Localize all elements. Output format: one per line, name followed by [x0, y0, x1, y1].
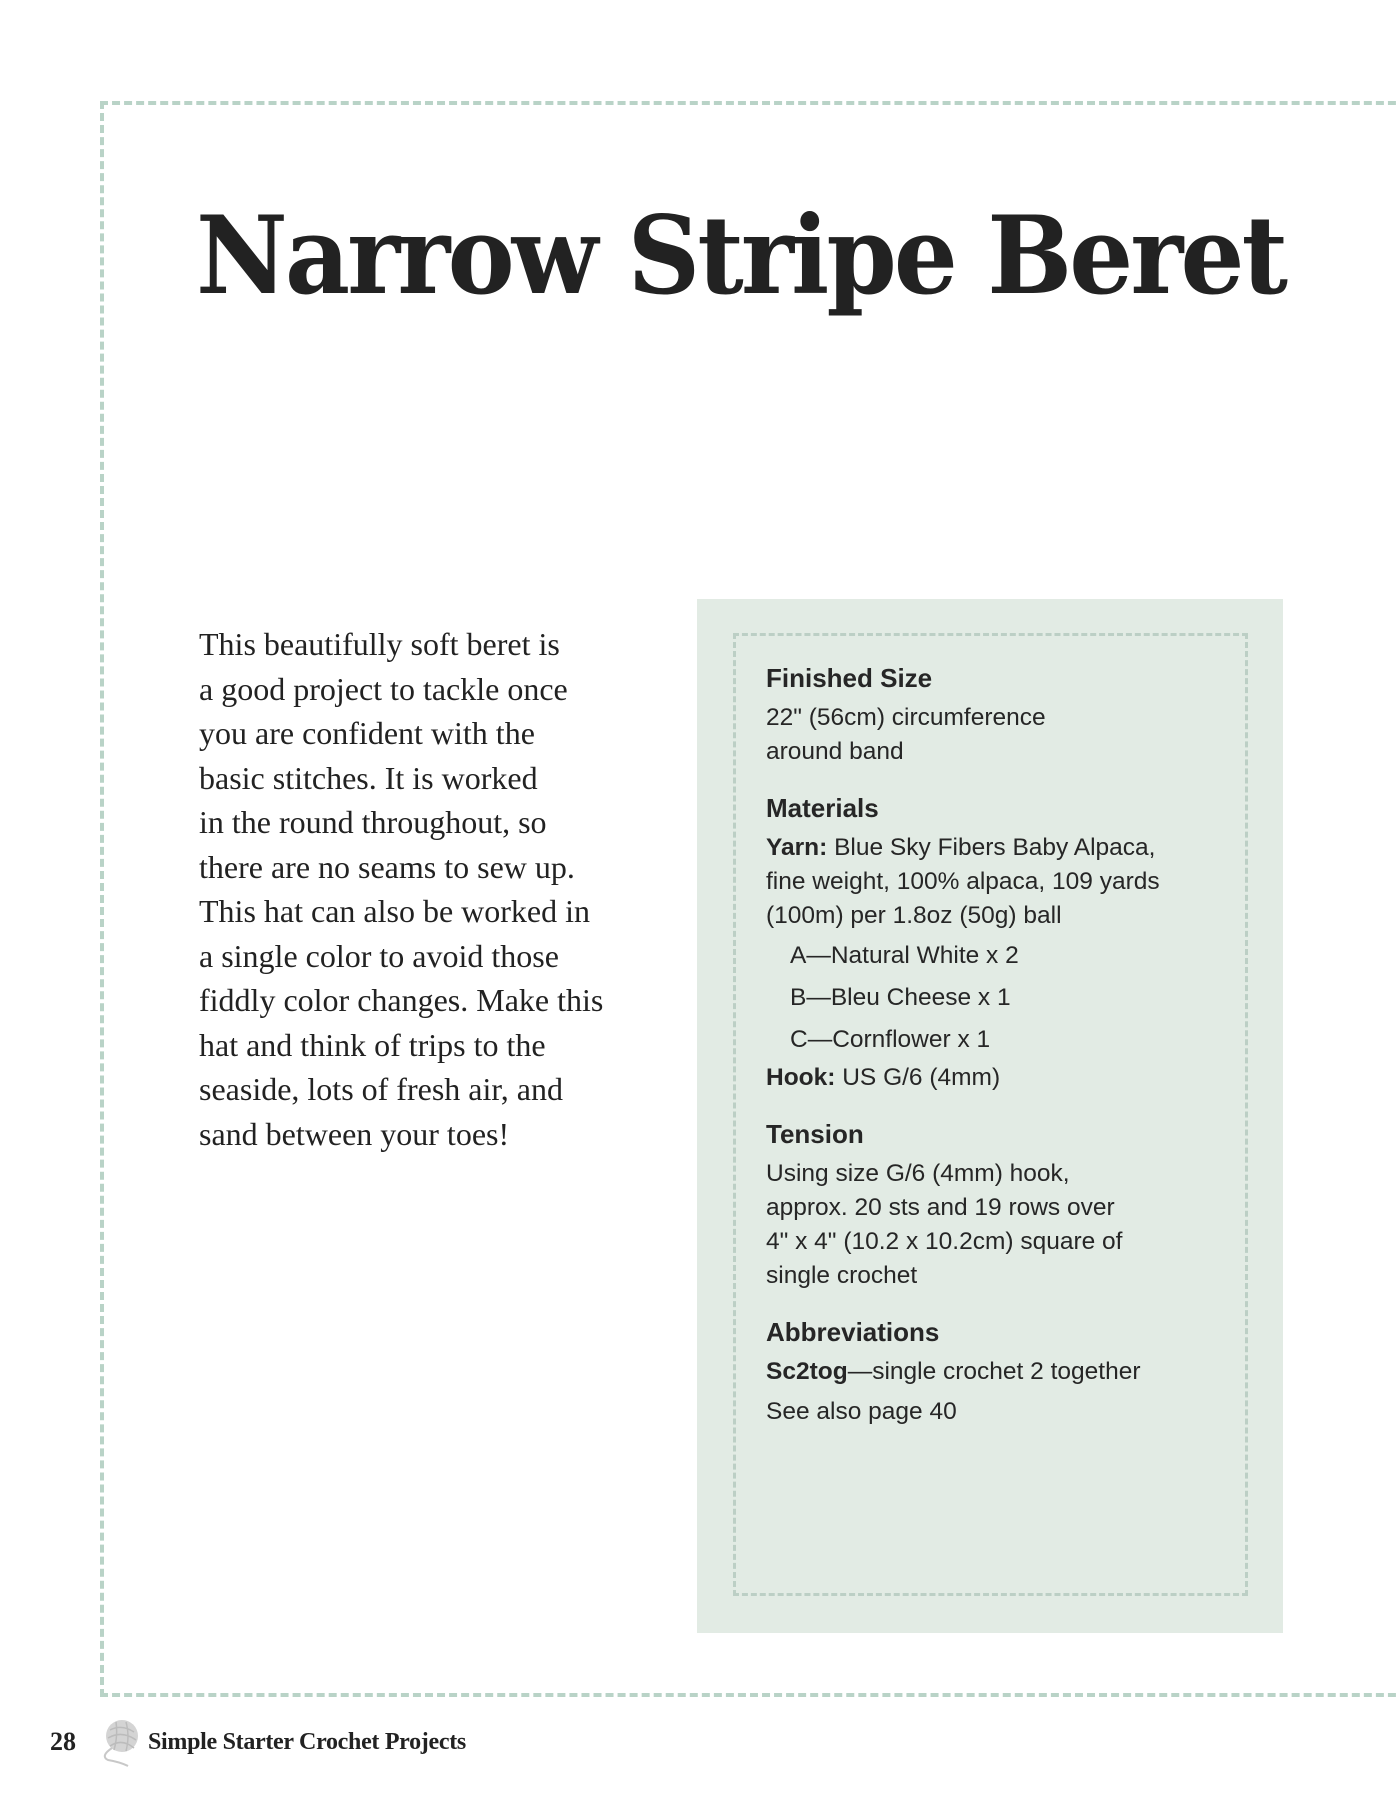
finished-size-line: around band: [766, 738, 904, 765]
page-number: 28: [50, 1727, 76, 1756]
abbreviation-item: [766, 1355, 1246, 1389]
intro-line: there are no seams to sew up.: [199, 848, 575, 885]
intro-line: This hat can also be worked in: [199, 893, 590, 929]
tension-heading: Tension: [766, 1119, 864, 1149]
intro-line: in the round throughout, so: [199, 804, 547, 840]
yarn-line: fine weight, 100% alpaca, 109 yards: [766, 868, 1160, 895]
tension-section: [766, 1117, 1246, 1293]
info-box-content: [766, 661, 1246, 1435]
intro-line: hat and think of trips to the: [199, 1026, 546, 1063]
yarn-line: [766, 831, 1246, 865]
finished-size-line: 22" (56cm) circumference: [766, 704, 1046, 731]
intro-line: a single color to avoid those: [199, 937, 559, 974]
yarn-value: Blue Sky Fibers Baby Alpaca,: [827, 834, 1156, 861]
abbreviation-term: Sc2tog: [766, 1358, 848, 1385]
abbreviations-heading: Abbreviations: [766, 1317, 940, 1347]
abbreviation-definition: —single crochet 2 together: [847, 1358, 1141, 1385]
intro-line: you are confident with the: [199, 715, 535, 751]
intro-line: sand between your toes!: [199, 1115, 510, 1152]
hook-label: Hook:: [766, 1064, 836, 1091]
finished-size-heading: Finished Size: [766, 663, 933, 693]
tension-line: Using size G/6 (4mm) hook,: [766, 1160, 1070, 1187]
abbreviations-section: [766, 1315, 1246, 1435]
pattern-info-box: [697, 599, 1283, 1633]
tension-line: 4" x 4" (10.2 x 10.2cm) square of: [766, 1228, 1123, 1255]
book-title: Simple Starter Crochet Projects: [148, 1728, 466, 1755]
materials-section: [766, 791, 1246, 1095]
intro-line: This beautifully soft beret is: [199, 626, 560, 662]
yarn-label: Yarn:: [766, 834, 828, 861]
page-footer: [50, 1717, 466, 1767]
intro-line: basic stitches. It is worked: [199, 759, 538, 796]
yarn-ball-icon: [98, 1716, 142, 1768]
hook-line: [766, 1061, 1246, 1095]
yarn-color-item: B—Bleu Cheese x 1: [790, 984, 1011, 1011]
see-also-line: See also page 40: [766, 1398, 957, 1425]
finished-size-section: [766, 661, 1246, 769]
intro-line: a good project to tackle once: [199, 670, 568, 707]
tension-line: approx. 20 sts and 19 rows over: [766, 1194, 1115, 1221]
materials-heading: Materials: [766, 793, 879, 823]
intro-paragraph: [199, 622, 679, 1156]
yarn-color-item: C—Cornflower x 1: [790, 1026, 991, 1053]
intro-line: seaside, lots of fresh air, and: [199, 1071, 563, 1107]
intro-line: fiddly color changes. Make this: [199, 982, 604, 1018]
hook-value: US G/6 (4mm): [835, 1064, 1001, 1091]
yarn-color-item: A—Natural White x 2: [790, 942, 1019, 969]
page-title: Narrow Stripe Beret: [196, 193, 1286, 319]
yarn-line: (100m) per 1.8oz (50g) ball: [766, 902, 1062, 929]
tension-line: single crochet: [766, 1262, 918, 1289]
